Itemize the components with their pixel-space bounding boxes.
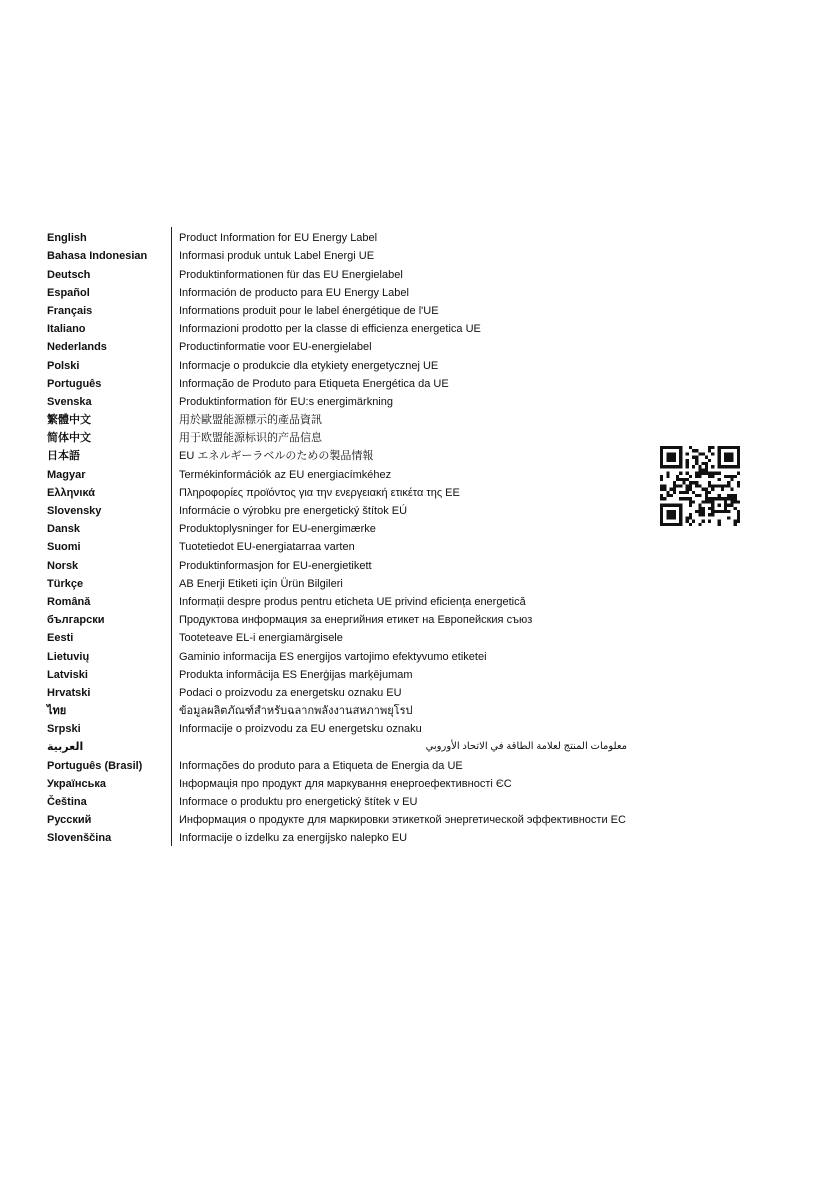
language-name: Suomi [47,541,81,554]
language-name: Русский [47,814,92,827]
label-translation: Informazioni prodotto per la classe di efficienza energetica UE [179,323,481,336]
language-name: Polski [47,359,80,372]
language-name: Français [47,304,93,317]
label-translation: Informații despre produs pentru eticheta UE privind eficiența energetică [179,595,526,608]
language-name: English [47,232,87,245]
label-translation: Informations produit pour le label énergétique de l'UE [179,304,439,317]
label-translation: Produkta informācija ES Enerģijas marķējumam [179,668,413,681]
language-name: Čeština [47,796,87,808]
language-name: Svenska [47,395,92,408]
table-row [47,409,647,427]
label-translation: Informacije o izdelku za energijsko nalepko EU [179,832,408,845]
language-name: 简体中文 [47,432,91,445]
language-name: Português (Brasil) [47,759,143,772]
table-row [47,754,647,772]
table-row [47,700,647,718]
language-name: Norsk [47,559,79,572]
table-row [47,336,647,354]
language-name: العربية [47,741,84,754]
label-translation: Produktinformation för EU:s energimärkning [179,395,393,408]
language-name: Українська [47,777,107,790]
label-translation: Tuotetiedot EU-energiatarraa varten [179,541,355,554]
language-name: Bahasa Indonesian [47,250,148,263]
label-translation: Produktinformationen für das EU Energielabel [179,268,403,281]
language-name: Slovenščina [47,832,112,845]
table-row [47,354,647,372]
table-row [47,736,647,754]
language-table [47,227,647,845]
table-row [47,282,647,300]
table-row [47,391,647,409]
label-translation: Informações do produto para a Etiqueta de Energia da UE [179,759,463,772]
table-row [47,500,647,518]
qr-code-icon[interactable] [660,446,740,526]
language-name: български [47,614,105,627]
label-translation: Podaci o proizvodu za energetsku oznaku EU [179,686,402,699]
language-name: Español [47,286,90,299]
language-name: Italiano [47,323,86,336]
table-row [47,445,647,463]
table-row [47,809,647,827]
language-name: Latviski [47,668,88,681]
table-row [47,536,647,554]
table-row [47,664,647,682]
language-name: Deutsch [47,268,91,281]
table-row [47,773,647,791]
label-translation: Informacije o proizvodu za EU energetsku oznaku [179,723,422,736]
label-translation: Informasi produk untuk Label Energi UE [179,250,375,263]
language-name: Ελληνικά [47,486,95,499]
table-row [47,718,647,736]
label-translation: Інформація про продукт для маркування енергоефективності ЄС [179,777,512,790]
language-name: Türkçe [47,577,84,590]
table-row [47,318,647,336]
label-translation: 用於歐盟能源標示的產品資訊 [179,414,322,427]
language-name: Română [47,595,91,608]
language-name: Nederlands [47,341,107,354]
language-name: Dansk [47,523,81,536]
table-row [47,591,647,609]
language-name: Lietuvių [47,650,90,663]
column-divider [171,227,172,846]
table-row [47,263,647,281]
label-translation: ข้อมูลผลิตภัณฑ์สำหรับฉลากพลังงานสหภาพยุโรป [179,705,413,718]
label-translation: Tooteteave EL-i energiamärgisele [179,632,343,645]
label-translation: معلومات المنتج لعلامة الطاقة في الاتحاد الأوروبي [425,741,627,753]
label-translation: Πληροφορίες προϊόντος για την ενεργειακή ετικέτα της ΕΕ [179,486,460,499]
table-row [47,554,647,572]
table-row [47,300,647,318]
language-name: Slovensky [47,505,102,517]
label-translation: Termékinformációk az EU energiacímkéhez [179,468,392,481]
table-row [47,609,647,627]
label-translation: Product Information for EU Energy Label [179,232,378,245]
table-row [47,573,647,591]
label-translation: Produktinformasjon for EU-energietikett [179,559,372,572]
table-row [47,373,647,391]
table-row [47,627,647,645]
table-row [47,245,647,263]
table-row [47,791,647,809]
table-row [47,645,647,663]
language-name: ไทย [47,705,67,718]
language-name: 日本語 [47,450,80,463]
table-row [47,227,647,245]
language-name: Eesti [47,632,74,645]
label-translation: Productinformatie voor EU-energielabel [179,341,372,354]
language-name: 繁體中文 [47,414,91,427]
label-translation: EU エネルギーラベルのための製品情報 [179,450,374,463]
table-row [47,427,647,445]
table-row [47,482,647,500]
label-translation: Информация о продукте для маркировки этикеткой энергетической эффективности ЕС [179,814,626,827]
language-name: Português [47,377,102,390]
table-row [47,463,647,481]
table-row [47,682,647,700]
label-translation: Gaminio informacija ES energijos vartojimo efektyvumo etiketei [179,650,487,663]
label-translation: Produktoplysninger for EU-energimærke [179,523,376,536]
table-row [47,827,647,845]
label-translation: Продуктова информация за енергийния етикет на Европейския съюз [179,614,533,627]
label-translation: 用于欧盟能源标识的产品信息 [179,432,322,445]
label-translation: Informação de Produto para Etiqueta Energética da UE [179,377,449,390]
label-translation: Informacje o produkcie dla etykiety energetycznej UE [179,359,439,372]
label-translation: AB Enerji Etiketi için Ürün Bilgileri [179,577,343,590]
table-row [47,518,647,536]
language-name: Magyar [47,468,86,481]
label-translation: Información de producto para EU Energy Label [179,286,409,299]
language-name: Srpski [47,723,81,736]
language-name: Hrvatski [47,686,91,699]
label-translation: Informácie o výrobku pre energetický štítok EÚ [179,505,408,517]
label-translation: Informace o produktu pro energetický štítek v EU [179,796,418,808]
